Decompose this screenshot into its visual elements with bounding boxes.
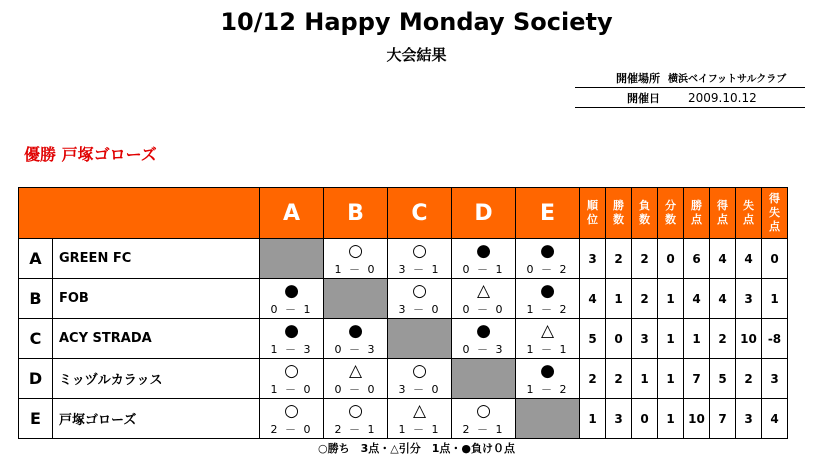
match-result-cell xyxy=(260,359,324,399)
date-label: 開催日 xyxy=(627,91,660,105)
stat-header-label: 分数 xyxy=(665,199,676,226)
stat-header-label: 勝数 xyxy=(613,199,624,226)
stat-header-label: 失点 xyxy=(743,199,754,226)
match-score: 2 － 0 xyxy=(270,423,313,436)
result-mark-icon: ○ xyxy=(284,361,299,381)
stat-header-label: 負数 xyxy=(639,199,650,226)
match-result-cell xyxy=(388,279,452,319)
result-mark-icon: ● xyxy=(284,281,299,301)
match-score: 1 － 1 xyxy=(398,423,441,436)
result-mark-icon: △ xyxy=(348,361,363,381)
match-result-cell xyxy=(260,239,324,279)
stat-value: 3 xyxy=(762,359,788,399)
stat-header xyxy=(684,188,710,239)
match-score: 1 － 2 xyxy=(526,383,569,396)
event-info xyxy=(575,68,805,108)
match-score: 3 － 0 xyxy=(398,303,441,316)
match-result-cell xyxy=(516,279,580,319)
date-value: 2009.10.12 xyxy=(688,90,757,105)
stat-value: 2 xyxy=(710,319,736,359)
match-result-cell xyxy=(516,399,580,439)
match-score: 1 － 3 xyxy=(270,343,313,356)
column-header-e: E xyxy=(516,188,580,239)
match-result-cell xyxy=(516,359,580,399)
table-row xyxy=(19,239,788,279)
match-score: 1 － 2 xyxy=(526,303,569,316)
match-score: 3 － 0 xyxy=(398,383,441,396)
stat-value: 3 xyxy=(606,399,632,439)
match-result-cell xyxy=(388,399,452,439)
stat-header-label: 得点 xyxy=(717,199,728,226)
result-mark-icon: ○ xyxy=(348,401,363,421)
stat-header-label: 順位 xyxy=(587,199,598,226)
stat-value: 10 xyxy=(684,399,710,439)
match-score: 1 － 0 xyxy=(334,263,377,276)
stat-value: 1 xyxy=(658,359,684,399)
result-mark-icon: ○ xyxy=(284,401,299,421)
match-result-cell xyxy=(452,359,516,399)
match-score: 0 － 0 xyxy=(462,303,505,316)
stat-value: 3 xyxy=(580,239,606,279)
match-score: 0 － 3 xyxy=(462,343,505,356)
stat-value: 0 xyxy=(632,399,658,439)
result-mark-icon: ● xyxy=(348,321,363,341)
venue-label: 開催場所 xyxy=(616,71,660,85)
stat-value: 1 xyxy=(632,359,658,399)
stat-header xyxy=(762,188,788,239)
result-mark-icon: △ xyxy=(412,401,427,421)
header-blank-cell xyxy=(19,188,260,239)
stat-value: 4 xyxy=(710,279,736,319)
stat-value: 3 xyxy=(632,319,658,359)
stat-value: 4 xyxy=(580,279,606,319)
match-result-cell xyxy=(388,239,452,279)
team-name: FOB xyxy=(53,279,260,319)
match-result-cell xyxy=(452,279,516,319)
match-score: 1 － 1 xyxy=(526,343,569,356)
match-result-cell xyxy=(324,239,388,279)
stat-value: 4 xyxy=(736,239,762,279)
team-name: 戸塚ゴローズ xyxy=(53,399,260,439)
stat-header-label: 勝点 xyxy=(691,199,702,226)
stat-header xyxy=(658,188,684,239)
result-mark-icon: △ xyxy=(476,281,491,301)
stat-value: 4 xyxy=(762,399,788,439)
match-score: 0 － 3 xyxy=(334,343,377,356)
match-result-cell xyxy=(452,319,516,359)
venue-row xyxy=(575,68,805,88)
match-score: 2 － 1 xyxy=(334,423,377,436)
stat-header-label: 得失点 xyxy=(769,192,780,233)
stat-value: 2 xyxy=(580,359,606,399)
stat-value: 3 xyxy=(736,399,762,439)
stat-value: 10 xyxy=(736,319,762,359)
stat-header xyxy=(710,188,736,239)
row-letter: E xyxy=(19,399,53,439)
result-mark-icon: ○ xyxy=(348,241,363,261)
result-mark-icon: △ xyxy=(540,321,555,341)
table-row xyxy=(19,399,788,439)
match-score: 2 － 1 xyxy=(462,423,505,436)
stat-value: 3 xyxy=(736,279,762,319)
result-mark-icon: ○ xyxy=(476,401,491,421)
stat-value: -8 xyxy=(762,319,788,359)
stat-value: 2 xyxy=(736,359,762,399)
table-row xyxy=(19,279,788,319)
match-result-cell xyxy=(388,359,452,399)
stat-header xyxy=(606,188,632,239)
stat-value: 1 xyxy=(658,279,684,319)
legend-text: ○勝ち 3点・△引分 1点・●負け０点 xyxy=(318,442,515,455)
date-row xyxy=(575,88,805,108)
column-header-d: D xyxy=(452,188,516,239)
row-letter: A xyxy=(19,239,53,279)
result-mark-icon: ○ xyxy=(412,361,427,381)
match-result-cell xyxy=(452,239,516,279)
team-name: ACY STRADA xyxy=(53,319,260,359)
stat-value: 4 xyxy=(710,239,736,279)
result-mark-icon: ○ xyxy=(412,281,427,301)
table-row xyxy=(19,319,788,359)
stat-header xyxy=(736,188,762,239)
result-mark-icon: ○ xyxy=(412,241,427,261)
stat-value: 0 xyxy=(606,319,632,359)
stat-value: 0 xyxy=(762,239,788,279)
stat-value: 6 xyxy=(684,239,710,279)
match-score: 0 － 1 xyxy=(270,303,313,316)
match-result-cell xyxy=(324,279,388,319)
match-score: 0 － 2 xyxy=(526,263,569,276)
results-table xyxy=(18,187,788,439)
stat-value: 5 xyxy=(580,319,606,359)
match-result-cell xyxy=(260,319,324,359)
match-result-cell xyxy=(260,399,324,439)
team-name: GREEN FC xyxy=(53,239,260,279)
result-mark-icon: ● xyxy=(540,361,555,381)
match-score: 1 － 0 xyxy=(270,383,313,396)
row-letter: D xyxy=(19,359,53,399)
match-result-cell xyxy=(516,319,580,359)
stat-value: 7 xyxy=(710,399,736,439)
stat-value: 1 xyxy=(658,399,684,439)
stat-value: 1 xyxy=(580,399,606,439)
result-mark-icon: ● xyxy=(476,321,491,341)
stat-value: 2 xyxy=(606,359,632,399)
result-mark-icon: ● xyxy=(540,241,555,261)
stat-value: 2 xyxy=(606,239,632,279)
column-header-b: B xyxy=(324,188,388,239)
stat-value: 4 xyxy=(684,279,710,319)
table-row xyxy=(19,359,788,399)
match-result-cell xyxy=(452,399,516,439)
match-score: 0 － 1 xyxy=(462,263,505,276)
result-mark-icon: ● xyxy=(540,281,555,301)
match-result-cell xyxy=(324,319,388,359)
match-result-cell xyxy=(324,359,388,399)
match-result-cell xyxy=(324,399,388,439)
match-score: 0 － 0 xyxy=(334,383,377,396)
page-subtitle: 大会結果 xyxy=(386,46,447,64)
result-mark-icon: ● xyxy=(476,241,491,261)
match-result-cell xyxy=(516,239,580,279)
stat-value: 5 xyxy=(710,359,736,399)
team-name: ミッヅルカラッス xyxy=(53,359,260,399)
column-header-a: A xyxy=(260,188,324,239)
page-title: 10/12 Happy Monday Society xyxy=(220,8,613,36)
match-result-cell xyxy=(388,319,452,359)
row-letter: C xyxy=(19,319,53,359)
venue-value: 横浜ベイフットサルクラブ xyxy=(668,74,787,85)
winner-text: 優勝 戸塚ゴローズ xyxy=(24,145,157,164)
stat-value: 1 xyxy=(684,319,710,359)
stat-value: 0 xyxy=(658,239,684,279)
stat-value: 7 xyxy=(684,359,710,399)
column-header-c: C xyxy=(388,188,452,239)
stat-value: 1 xyxy=(606,279,632,319)
match-score: 3 － 1 xyxy=(398,263,441,276)
match-result-cell xyxy=(260,279,324,319)
result-mark-icon: ● xyxy=(284,321,299,341)
stat-header xyxy=(580,188,606,239)
stat-header xyxy=(632,188,658,239)
stat-value: 2 xyxy=(632,279,658,319)
stat-value: 1 xyxy=(658,319,684,359)
row-letter: B xyxy=(19,279,53,319)
stat-value: 1 xyxy=(762,279,788,319)
stat-value: 2 xyxy=(632,239,658,279)
table-header-row xyxy=(19,188,788,239)
